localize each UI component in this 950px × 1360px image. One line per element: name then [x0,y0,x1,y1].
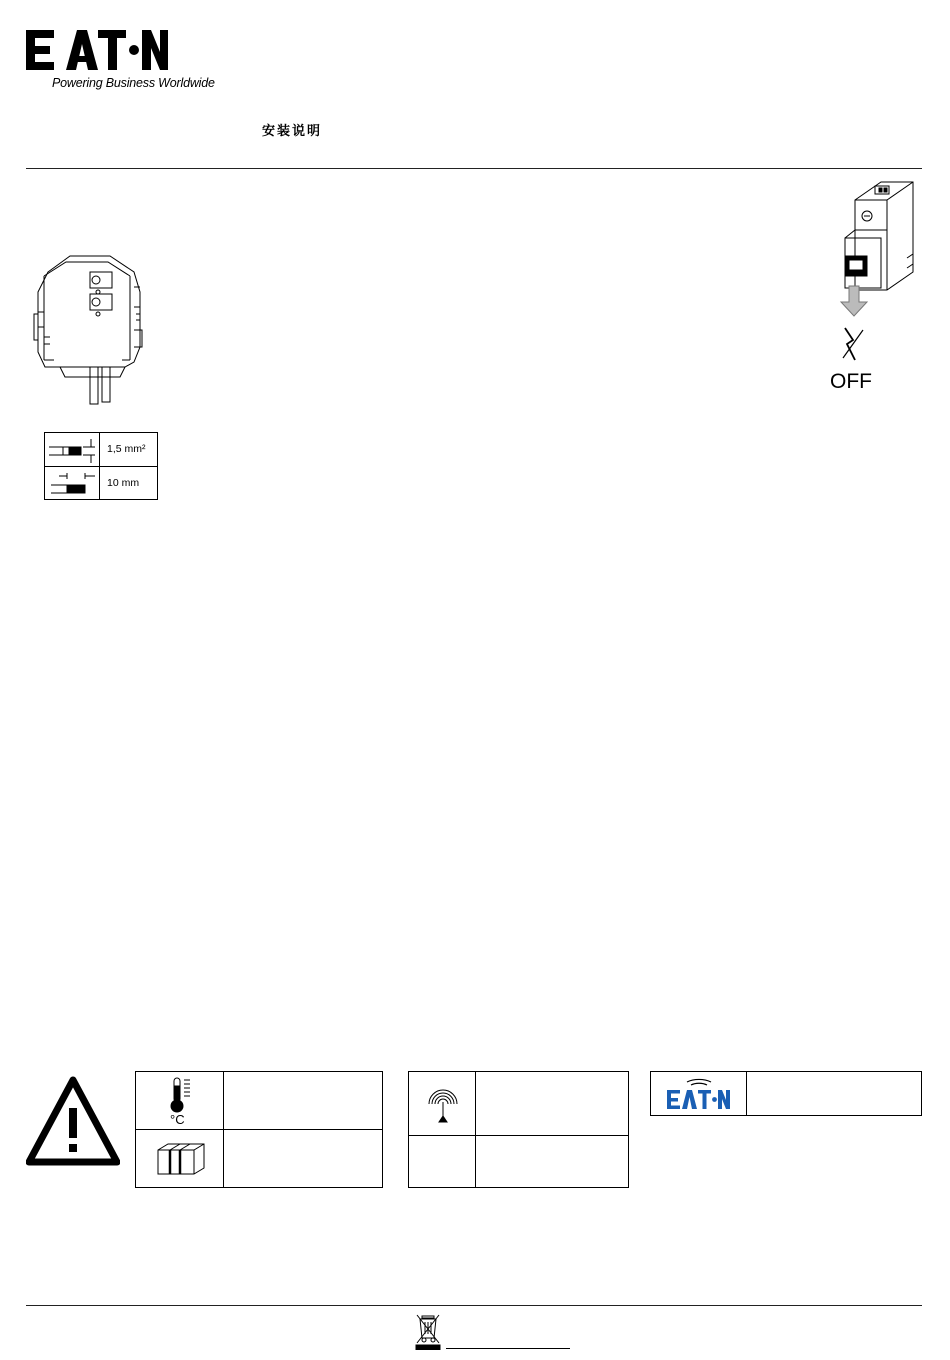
radio-signal-icon [423,1082,463,1131]
footer-underline [446,1348,570,1349]
circuit-breaker-illustration [835,178,917,373]
strip-length: 10 mm [107,477,140,489]
package-box-icon [154,1140,208,1181]
celsius-label: °C [170,1112,185,1127]
tagline: Powering Business Worldwide [52,76,215,90]
header-divider [26,168,922,169]
strip-length-icon [45,467,100,500]
radio-info-box [408,1071,629,1188]
wire-gauge-icon [45,433,100,466]
warning-triangle-icon [26,1076,120,1175]
device-illustration [30,252,155,412]
document-title: 安装说明 [262,124,323,139]
eaton-wireless-logo [665,1074,733,1117]
wire-spec-table [44,432,158,500]
strip-length-row [45,466,157,500]
footer-divider [26,1305,922,1306]
wire-cross-section-row [45,433,157,466]
wire-cross-section: 1,5 mm² [107,443,146,455]
eaton-wireless-box [650,1071,922,1116]
breaker-off-label: OFF [830,370,872,393]
weee-bin-icon [414,1312,442,1355]
eaton-logo [26,30,168,75]
environment-info-box [135,1071,383,1188]
